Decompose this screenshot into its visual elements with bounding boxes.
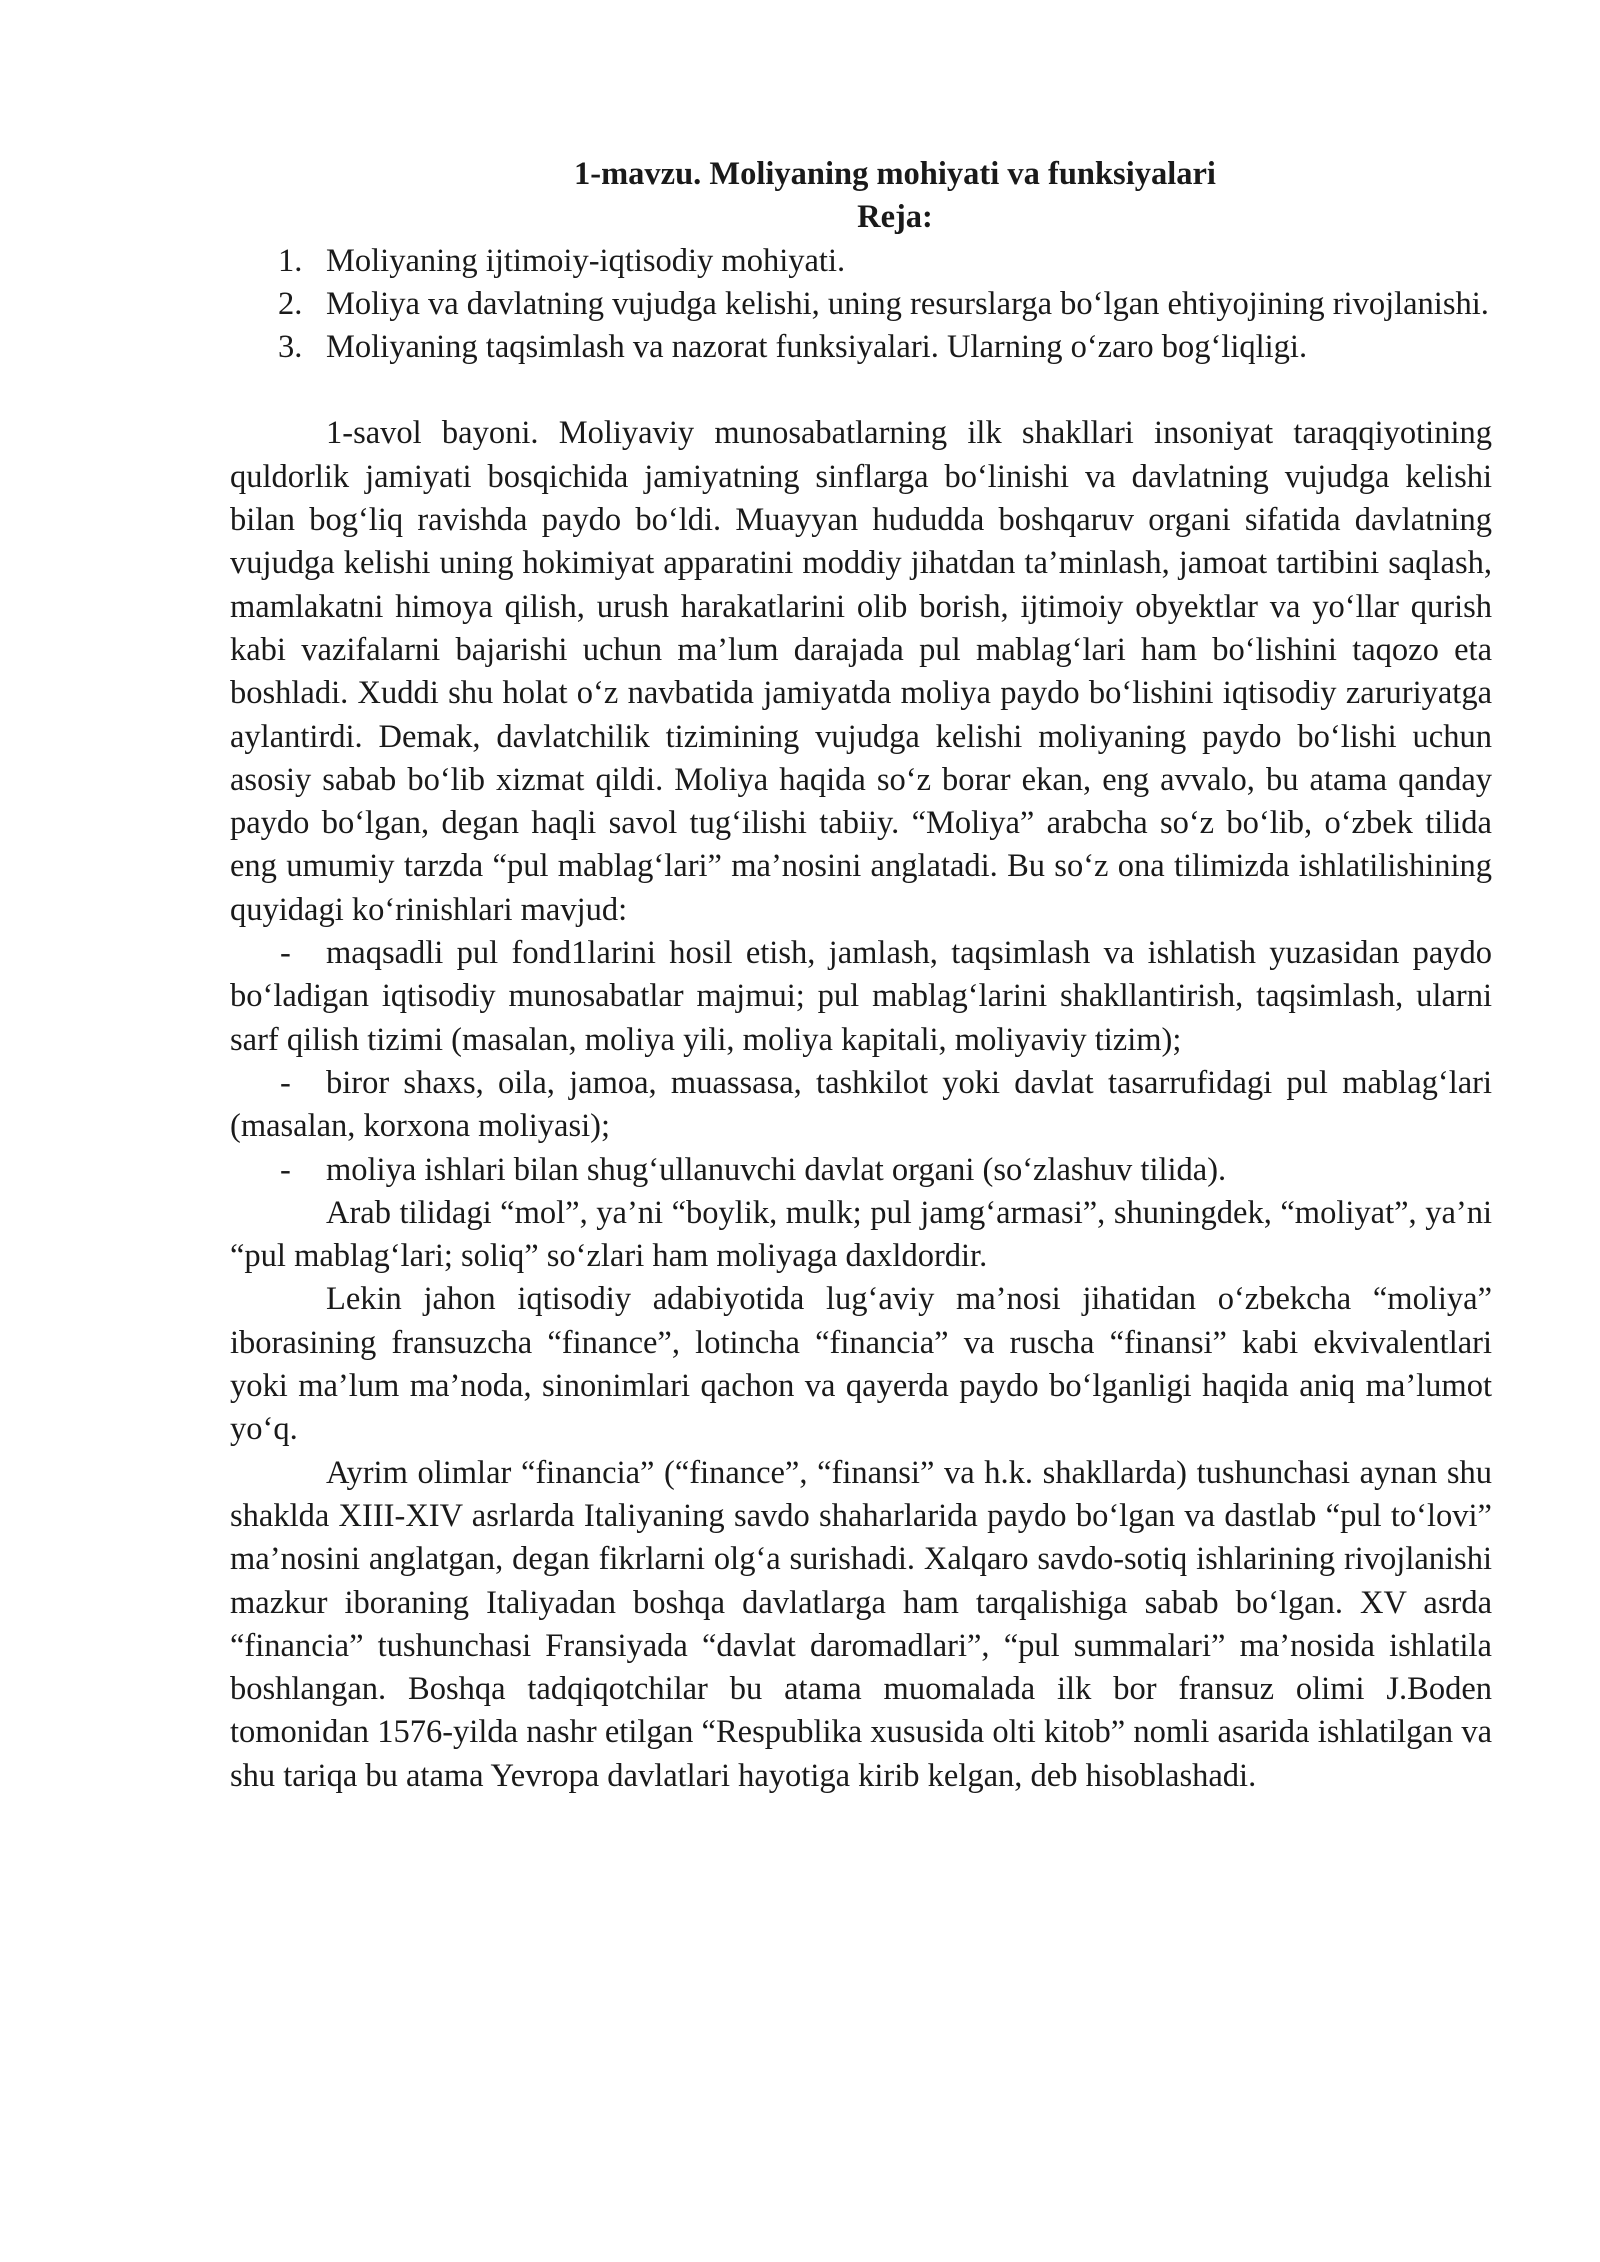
plan-item-text: Moliya va davlatning vujudga kelishi, uning resurslarga bo‘lgan ehtiyojining rivojlanishi.	[326, 285, 1489, 322]
topic-title: 1-mavzu. Moliyaning mohiyati va funksiyalari	[574, 156, 1216, 192]
plan-list	[230, 240, 1492, 370]
paragraph: 1-savol bayoni. Moliyaviy munosabatlarning ilk shakllari insoniyat taraqqiyotining quldorlik jamiyati bosqichida jamiyatning sinflarga bo‘linishi va davlatning vujudga kelishi bilan bog‘liq ravishda paydo bo‘ldi. Muayyan hududda boshqaruv organi sifatida davlatning vujudga kelishi uning hokimiyat apparatini moddiy jihatdan ta’minlash, jamoat tartibini saqlash, mamlakatni himoya qilish, urush harakatlarini olib borish, ijtimoiy obyektlar va yo‘llar qurish kabi vazifalarni bajarishi uchun ma’lum darajada pul mablag‘lari ham bo‘lishini taqozo eta boshladi. Xuddi shu holat o‘z navbatida jamiyatda moliya paydo bo‘lishini iqtisodiy zaruriyatga aylantirdi. Demak, davlatchilik tizimining vujudga kelishi moliyaning paydo bo‘lishi uchun asosiy sabab bo‘lib xizmat qildi. Moliya haqida so‘z borar ekan, eng avvalo, bu atama qanday paydo bo‘lgan, degan haqli savol tug‘ilishi tabiiy. “Moliya” arabcha so‘z bo‘lib, o‘zbek tilida eng umumiy tarzda “pul mablag‘lari” ma’nosini anglatadi. Bu so‘z ona tilimizda ishlatilishining quyidagi ko‘rinishlari mavjud:	[230, 415, 1492, 928]
paragraph: Arab tilidagi “mol”, ya’ni “boylik, mulk; pul jamg‘armasi”, shuningdek, “moliyat”, ya’ni “pul mablag‘lari; soliq” so‘zlari ham moliyaga daxldordir.	[230, 1194, 1492, 1275]
dash-item-text: biror shaxs, oila, jamoa, muassasa, tashkilot yoki davlat tasarrufidagi pul mablag‘lari (masalan, korxona moliyasi);	[230, 1064, 1492, 1145]
blank-line	[230, 369, 1492, 412]
plan-item-text: Moliyaning taqsimlash va nazorat funksiyalari. Ularning o‘zaro bog‘liqligi.	[326, 329, 1308, 366]
document-body	[230, 153, 1492, 1798]
dash-list-item	[230, 932, 1492, 1062]
plan-heading: Reja:	[857, 199, 933, 236]
dash-marker: -	[280, 1151, 291, 1188]
paragraph: Lekin jahon iqtisodiy adabiyotida lug‘aviy ma’nosi jihatidan o‘zbekcha “moliya” iborasining fransuzcha “finance”, lotincha “financia” va ruscha “finansi” kabi ekvivalentlari yoki ma’lum ma’noda, sinonimlari qachon va qayerda paydo bo‘lganligi haqida aniq ma’lumot yo‘q.	[230, 1281, 1492, 1448]
dash-item-text: moliya ishlari bilan shug‘ullanuvchi davlat organi (so‘zlashuv tilida).	[326, 1151, 1227, 1188]
plan-item-text: Moliyaning ijtimoiy-iqtisodiy mohiyati.	[326, 242, 846, 279]
plan-item	[278, 240, 1492, 283]
plan-item	[278, 283, 1492, 326]
paragraph: Ayrim olimlar “financia” (“finance”, “finansi” va h.k. shakllarda) tushunchasi aynan shu shaklda XIII-XIV asrlarda Italiyaning savdo shaharlarida paydo bo‘lgan va dastlab “pul to‘lovi” ma’nosini anglatgan, degan fikrlarni olg‘a surishadi. Xalqaro savdo-sotiq ishlarining rivojlanishi mazkur iboraning Italiyadan boshqa davlatlarga ham tarqalishiga sabab bo‘lgan. XV asrda “financia” tushunchasi Fransiyada “davlat daromadlari”, “pul summalari” ma’nosida ishlatila boshlangan. Boshqa tadqiqotchilar bu atama muomalada ilk bor fransuz olimi J.Boden tomonidan 1576-yilda nashr etilgan “Respublika xususida olti kitob” nomli asarida ishlatilgan va shu tariqa bu atama Yevropa davlatlari hayotiga kirib kelgan, deb hisoblashadi.	[230, 1454, 1492, 1794]
plan-item-number: 3.	[278, 329, 303, 366]
plan-item-number: 1.	[278, 242, 303, 279]
dash-list-item	[230, 1149, 1492, 1192]
dash-marker: -	[280, 1064, 291, 1101]
dash-list-item	[230, 1062, 1492, 1149]
dash-item-text: maqsadli pul fond1larini hosil etish, jamlash, taqsimlash va ishlatish yuzasidan paydo bo‘ladigan iqtisodiy munosabatlar majmui; pul mablag‘larini shakllantirish, taqsimlash, ularni sarf qilish tizimi (masalan, moliya yili, moliya kapitali, moliyaviy tizim);	[230, 935, 1492, 1058]
plan-item	[278, 326, 1492, 369]
plan-item-number: 2.	[278, 285, 303, 322]
dash-marker: -	[280, 935, 291, 972]
